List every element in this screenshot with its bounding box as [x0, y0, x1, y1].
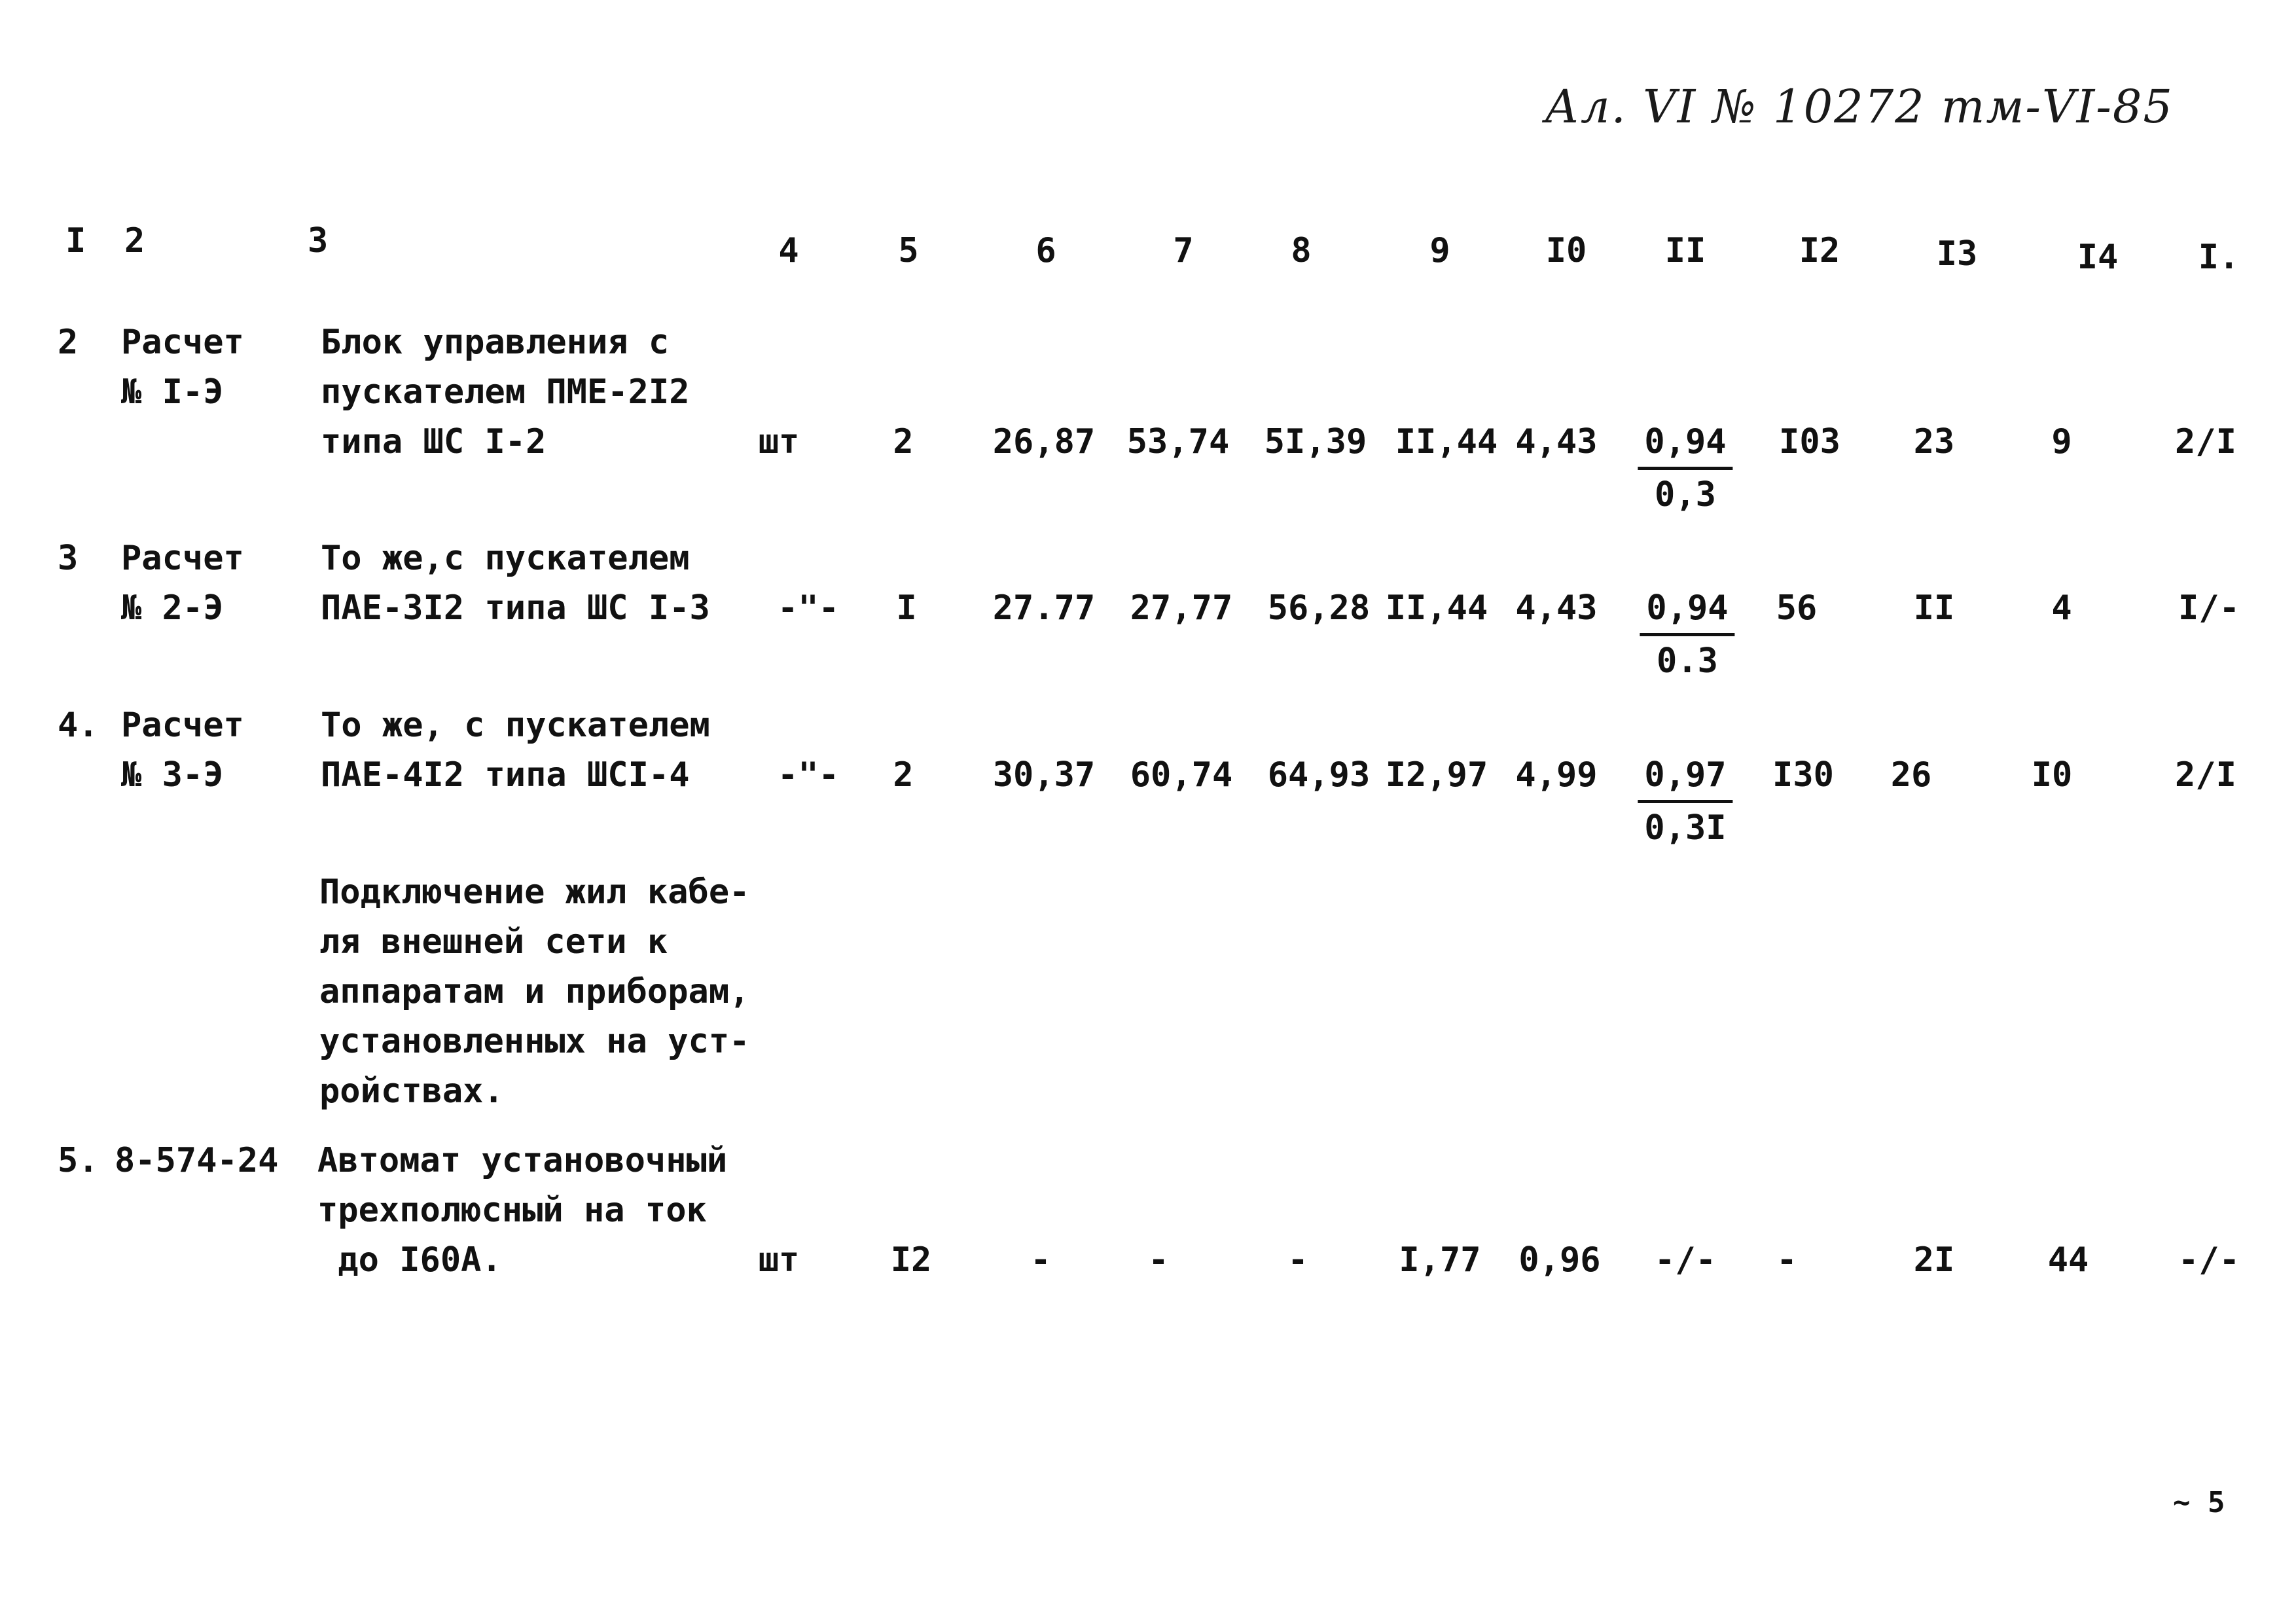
row-col9: II,44: [1395, 422, 1498, 461]
col-header-13: I3: [1936, 234, 1978, 274]
row-code-line-1: Расчет: [121, 323, 244, 362]
row-desc-line-3: до I60А.: [317, 1240, 502, 1280]
row-desc-line-1: То же,с пускателем: [321, 539, 690, 578]
row-col11-fraction: [1640, 583, 1734, 686]
row-number: 3: [58, 539, 79, 578]
document-number-stamp: Ал. VI № 10272 тм-VI-85: [1545, 80, 2174, 134]
row-col13: 26: [1890, 755, 1932, 795]
note-line-1: Подключение жил кабе-: [319, 873, 750, 912]
col-header-12: I2: [1799, 231, 1840, 270]
row-qty: I2: [890, 1240, 932, 1280]
row-col9: II,44: [1385, 588, 1488, 628]
row-col13: 23: [1913, 422, 1955, 461]
row-col15: I/-: [2178, 588, 2240, 628]
row-col6: -: [1030, 1240, 1051, 1280]
row-unit: -"-: [778, 588, 839, 628]
page-mark: ~ 5: [2173, 1486, 2225, 1519]
col-header-15: I.: [2198, 238, 2240, 277]
fraction-numerator: 0,94: [1638, 417, 1732, 470]
col-header-5: 5: [898, 231, 919, 270]
row-col7: 27,77: [1130, 588, 1233, 628]
row-col15: 2/I: [2175, 755, 2236, 795]
row-col9: I,77: [1399, 1240, 1481, 1280]
col-header-9: 9: [1429, 231, 1450, 270]
row-code-line-1: Расчет: [121, 706, 244, 745]
row-unit: шт: [758, 1240, 800, 1280]
row-col10: 4,99: [1515, 755, 1598, 795]
fraction-numerator: 0,97: [1638, 750, 1732, 803]
row-qty: I: [896, 588, 917, 628]
row-col12: I30: [1772, 755, 1834, 795]
row-col10: 4,43: [1515, 588, 1598, 628]
col-header-2: 2: [124, 221, 145, 261]
row-code-line-2: № 2-Э: [121, 588, 224, 628]
fraction-denominator: 0,3: [1655, 475, 1716, 514]
col-header-3: 3: [308, 221, 329, 261]
fraction-denominator: 0,3I: [1644, 808, 1727, 848]
row-desc-line-1: Блок управления с: [321, 323, 670, 362]
row-desc-line-2: трехполюсный на ток: [317, 1191, 707, 1230]
row-col12: -: [1776, 1240, 1797, 1280]
row-col15: -/-: [2178, 1240, 2240, 1280]
row-code-line-2: № I-Э: [121, 372, 224, 412]
row-code-line-2: № 3-Э: [121, 755, 224, 795]
note-line-5: ройствах.: [319, 1072, 504, 1111]
row-col14: I0: [2031, 755, 2073, 795]
row-col8: -: [1287, 1240, 1308, 1280]
row-col8: 5I,39: [1264, 422, 1367, 461]
row-col14: 44: [2047, 1240, 2089, 1280]
row-desc-line-2: ПАЕ-4I2 типа ШСI-4: [321, 755, 690, 795]
row-col8: 56,28: [1267, 588, 1371, 628]
row-number: 5.: [58, 1141, 99, 1180]
row-number: 2: [58, 323, 79, 362]
col-header-8: 8: [1291, 231, 1312, 270]
row-unit: шт: [758, 422, 800, 461]
note-line-4: установленных на уст-: [319, 1022, 750, 1061]
col-header-10: I0: [1545, 231, 1587, 270]
row-col10: 0,96: [1518, 1240, 1601, 1280]
row-qty: 2: [893, 422, 914, 461]
row-col8: 64,93: [1267, 755, 1371, 795]
row-col11: -/-: [1655, 1240, 1716, 1280]
row-desc-line-1: Автомат установочный: [317, 1141, 728, 1180]
row-code: 8-574-24: [115, 1141, 279, 1180]
row-code-line-1: Расчет: [121, 539, 244, 578]
row-col6: 27.77: [992, 588, 1096, 628]
col-header-7: 7: [1173, 231, 1194, 270]
col-header-11: II: [1664, 231, 1706, 270]
row-col14: 4: [2051, 588, 2072, 628]
row-col7: 53,74: [1126, 422, 1230, 461]
row-desc-line-1: То же, с пускателем: [321, 706, 710, 745]
row-desc-line-2: пускателем ПМЕ-2I2: [321, 372, 690, 412]
row-col7: -: [1148, 1240, 1169, 1280]
row-col11-fraction: [1638, 417, 1732, 520]
fraction-denominator: 0.3: [1657, 641, 1718, 681]
row-col6: 30,37: [992, 755, 1096, 795]
col-header-1: I: [65, 221, 86, 261]
row-col13: 2I: [1913, 1240, 1955, 1280]
row-qty: 2: [893, 755, 914, 795]
row-desc-line-3: типа ШС I-2: [321, 422, 547, 461]
row-unit: -"-: [778, 755, 839, 795]
row-col10: 4,43: [1515, 422, 1598, 461]
row-col13: II: [1913, 588, 1955, 628]
row-col14: 9: [2051, 422, 2072, 461]
note-line-3: аппаратам и приборам,: [319, 972, 750, 1011]
col-header-6: 6: [1035, 231, 1056, 270]
row-col12: 56: [1776, 588, 1818, 628]
row-col12: I03: [1779, 422, 1840, 461]
row-col15: 2/I: [2175, 422, 2236, 461]
col-header-14: I4: [2077, 238, 2119, 277]
row-desc-line-2: ПАЕ-3I2 типа ШС I-3: [321, 588, 710, 628]
fraction-numerator: 0,94: [1640, 583, 1734, 636]
row-col9: I2,97: [1385, 755, 1488, 795]
col-header-4: 4: [778, 231, 799, 270]
row-col6: 26,87: [992, 422, 1096, 461]
row-col11-fraction: [1638, 750, 1732, 853]
row-number: 4.: [58, 706, 99, 745]
row-col7: 60,74: [1130, 755, 1233, 795]
note-line-2: ля внешней сети к: [319, 922, 668, 962]
